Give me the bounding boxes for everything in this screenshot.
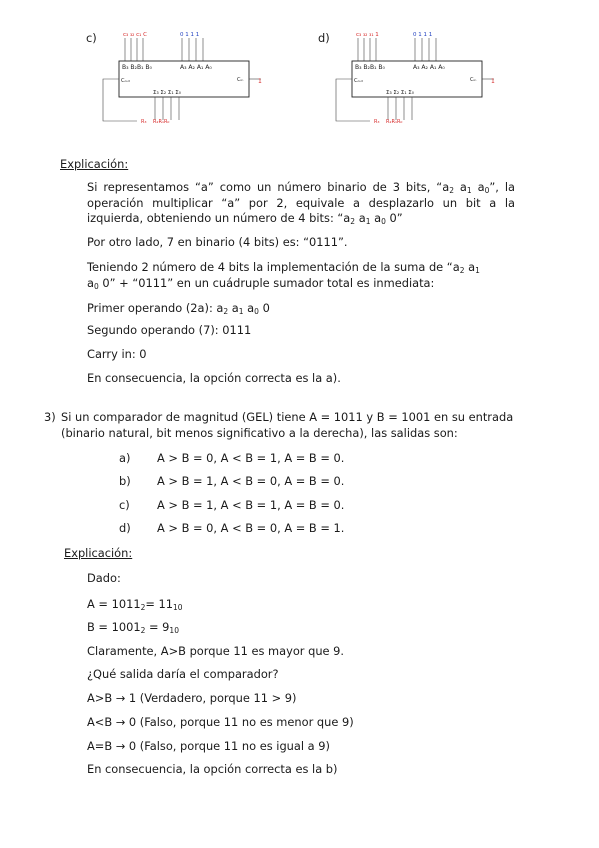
q2-expl-para1: Si representamos “a” como un número binario de 3 bits, “$a_2$ $a_1$ $a_0$”, la operación multiplicar “a” por 2, equivale a desplazarlo un bit a la izquierda, obteniendo un número de 4 bits: “$a_2$ $a_1$ $a_0$ 0” <box>87 180 515 226</box>
q2-expl-line5: Segundo operando (7): 0111 <box>87 323 252 337</box>
c3-label: c₃ ₃₂ ₃₁ 1 <box>356 32 379 38</box>
adder-diagram-c <box>95 28 265 126</box>
top-input-lines <box>358 38 436 61</box>
cin-label: Cᵢₙ <box>237 77 244 83</box>
right-input-bit: 1 <box>258 78 262 85</box>
right-input-bit: 1 <box>491 78 495 85</box>
b-inputs-label: B₃ B₂B₁ B₀ <box>122 64 152 71</box>
q2-expl-para2: Por otro lado, 7 en binario (4 bits) es: “0111”. <box>87 235 348 249</box>
sums-label: Σ₃ Σ₂ Σ₁ Σ₀ <box>153 90 181 96</box>
q3-expl-clearly: Claramente, A>B porque 11 es mayor que 9. <box>87 644 345 658</box>
q3-expl-gt: A>B → 1 (Verdadero, porque 11 > 9) <box>87 691 297 705</box>
q3-option-b-letter: b) <box>119 474 131 488</box>
top-input-lines <box>125 38 203 61</box>
top-input-labels <box>356 32 432 38</box>
q3-option-d-letter: d) <box>119 521 131 535</box>
q3-expl-eq: A=B → 0 (Falso, porque 11 no es igual a 9) <box>87 739 330 753</box>
a-inputs-label: A₃ A₂ A₁ A₀ <box>180 64 212 71</box>
q2-expl-line7: En consecuencia, la opción correcta es la a). <box>87 371 341 385</box>
cout-label: Cₒᵤₜ <box>354 78 364 84</box>
q3-expl-dado: Dado: <box>87 571 121 585</box>
q3-option-c-text: A > B = 1, A < B = 1, A = B = 0. <box>157 498 345 512</box>
q2-expl-line4: Primer operando (2a): $a_2$ $a_1$ $a_0$ 0 <box>87 301 270 316</box>
c3-label: c₃ ₃₂ c₁ C <box>123 32 147 38</box>
q3-explanation-heading: Explicación: <box>64 546 133 560</box>
q3-expl-question: ¿Qué salida daría el comparador? <box>87 667 279 681</box>
q3-stem-line2: (binario natural, bit menos significativo a la derecha), las salidas son: <box>61 426 458 440</box>
q3-stem-line1: Si un comparador de magnitud (GEL) tiene A = 1011 y B = 1001 en su entrada <box>61 410 514 424</box>
cin-label: Cᵢₙ <box>470 77 477 83</box>
q3-expl-lt: A<B → 0 (Falso, porque 11 no es menor que 9) <box>87 715 354 729</box>
q2-expl-para3: Teniendo 2 número de 4 bits la implementación de la suma de “$a_2$ $a_1$ $a_0$ 0” + “0111” en un cuádruple sumador total es inmediata: <box>87 260 480 291</box>
option-c-label: c) <box>86 31 97 45</box>
output-r-label: R₂R₁R₀ <box>153 119 170 125</box>
adder-diagram-d <box>328 28 498 126</box>
output-r3-label: R₃ <box>374 119 380 125</box>
q3-option-b-text: A > B = 1, A < B = 0, A = B = 0. <box>157 474 345 488</box>
q3-expl-a-value: $A = 1011_2= 11_{10}$ <box>87 597 183 612</box>
sums-label: Σ₃ Σ₂ Σ₁ Σ₀ <box>386 90 414 96</box>
top-input-labels <box>123 32 199 38</box>
q3-option-a-text: A > B = 0, A < B = 1, A = B = 0. <box>157 451 345 465</box>
b-inputs-label: B₃ B₂B₁ B₀ <box>355 64 385 71</box>
top-bits-label: 0 1 1 1 <box>180 32 200 38</box>
q3-expl-conclusion: En consecuencia, la opción correcta es la b) <box>87 762 338 776</box>
q3-expl-b-value: $B = 1001_2 = 9_{10}$ <box>87 620 179 635</box>
cout-label: Cₒᵤₜ <box>121 78 131 84</box>
a-inputs-label: A₃ A₂ A₁ A₀ <box>413 64 445 71</box>
q2-explanation-heading: Explicación: <box>60 157 129 171</box>
option-d-label: d) <box>318 31 330 45</box>
q3-option-a-letter: a) <box>119 451 131 465</box>
top-bits-label: 0 1 1 1 <box>413 32 433 38</box>
output-r-label: R₂R₁R₀ <box>386 119 403 125</box>
q3-option-d-text: A > B = 0, A < B = 0, A = B = 1. <box>157 521 345 535</box>
q3-option-c-letter: c) <box>119 498 130 512</box>
q2-expl-line6: Carry in: 0 <box>87 347 147 361</box>
output-r3-label: R₃ <box>141 119 147 125</box>
q3-number: 3) <box>44 410 56 424</box>
